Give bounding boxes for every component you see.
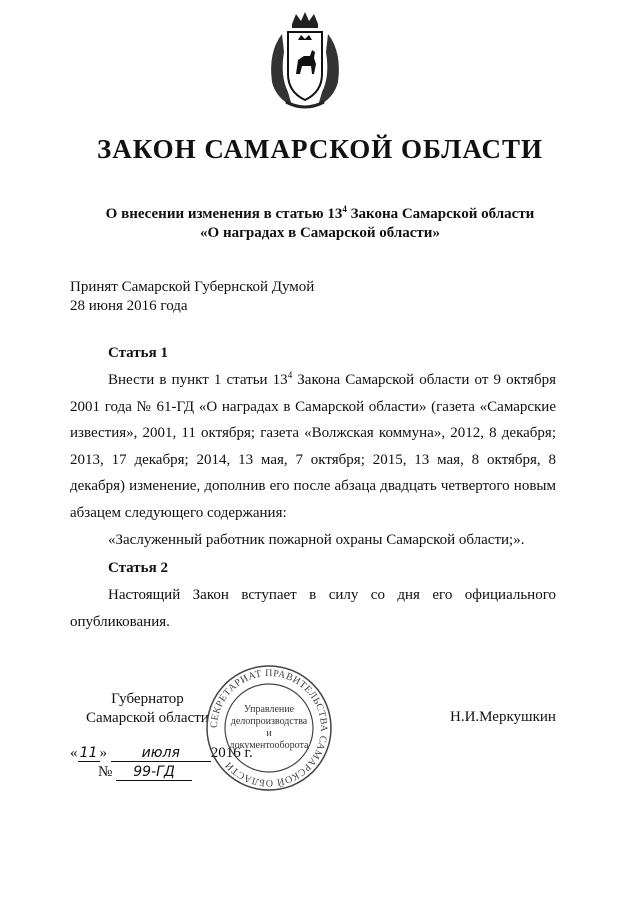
- adoption-body: Принят Самарской Губернской Думой: [70, 279, 315, 295]
- date-month-handwritten: июля: [111, 745, 211, 762]
- article-1-text: Внести в пункт 1 статьи $13^4$ Закона Самарской области от 9 октября 2001 года № 61-ГД «О наградах в Самарской области» (газета «Самарские известия», 2001, 11 октября; газета «Волжская коммуна», 2012, 8 декабря; 2013, 17 декабря; 2014, 13 мая, 7 октября; 2015, 13 мая, 8 октября, 8 декабря) изменение, дополнив его после абзаца двадцать четвертого новым абзацем следующего содержания:: [70, 370, 556, 521]
- governor-name: Н.И.Меркушкин: [450, 709, 556, 725]
- signing-date: « 11 » июля 2016 г.: [70, 745, 253, 761]
- adoption-info: [70, 278, 314, 316]
- article-2-text: Настоящий Закон вступает в силу со дня его официального опубликования.: [70, 587, 556, 630]
- subtitle-line-2: «О наградах в Самарской области»: [200, 225, 440, 241]
- stamp-line-3: и документооборота: [229, 728, 309, 751]
- governor-title-line-1: Губернатор: [111, 691, 184, 707]
- stamp-center-text: [226, 704, 312, 752]
- governor-title-line-2: Самарской области: [86, 710, 209, 726]
- article-1-quote: «Заслуженный работник пожарной охраны Самарской области;».: [108, 532, 525, 548]
- article-2-heading: Статья 2: [108, 560, 168, 576]
- stamp-line-2: делопроизводства: [230, 716, 308, 727]
- date-year: 2016 г.: [210, 745, 253, 761]
- coat-of-arms-icon: [262, 12, 348, 112]
- governor-title: [86, 690, 209, 728]
- stamp-line-1: Управление: [243, 704, 295, 715]
- law-title: ЗАКОН САМАРСКОЙ ОБЛАСТИ: [97, 134, 543, 164]
- law-subtitle: [0, 205, 640, 243]
- law-number: № 99-ГД: [98, 764, 192, 781]
- stamp-ring-text: СЕКРЕТАРИАТ ПРАВИТЕЛЬСТВА САМАРСКОЙ ОБЛАСТИ: [208, 667, 330, 789]
- article-1-heading: Статья 1: [108, 345, 168, 361]
- adoption-date: 28 июня 2016 года: [70, 298, 188, 314]
- law-number-handwritten: 99-ГД: [116, 764, 192, 781]
- subtitle-line-1: О внесении изменения в статью $13^4$ Закона Самарской области: [105, 204, 535, 222]
- date-day-handwritten: 11: [78, 745, 100, 762]
